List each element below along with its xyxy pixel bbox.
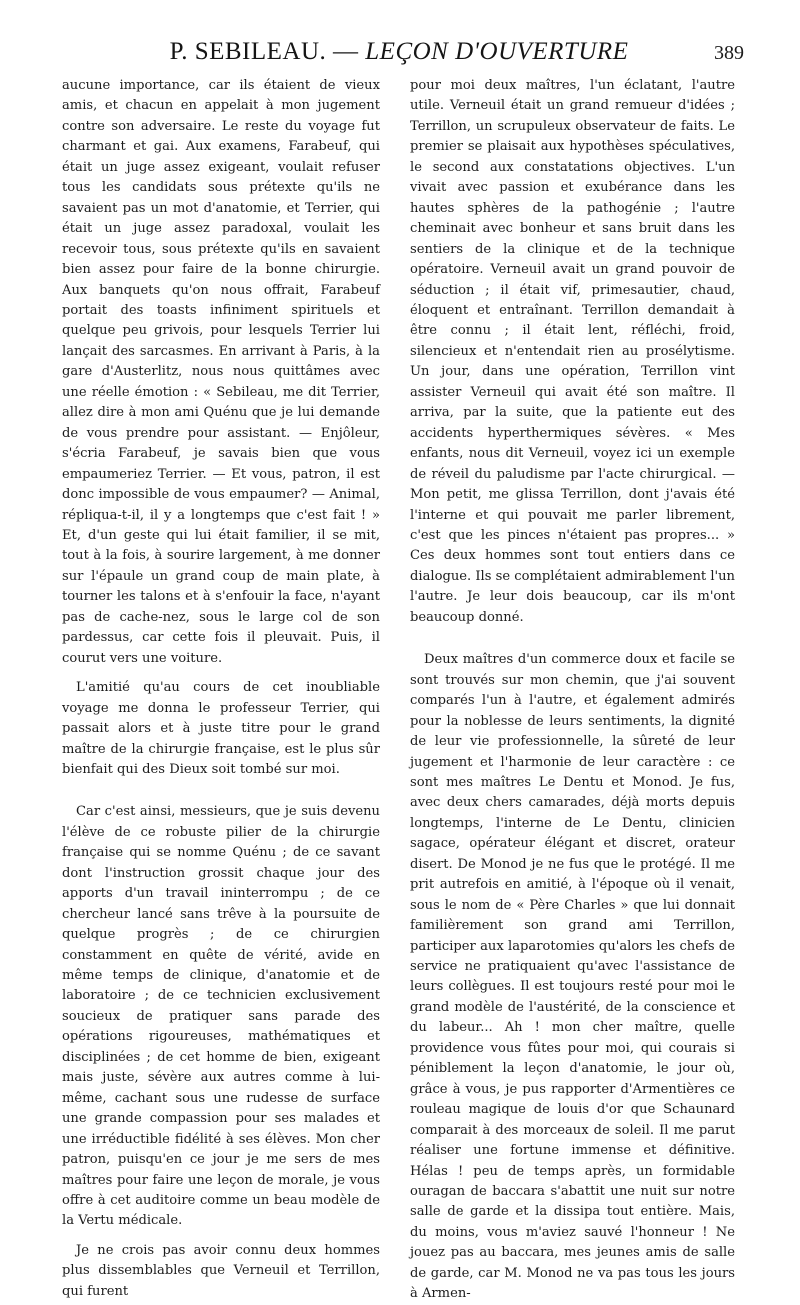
page-number: 389 (714, 42, 744, 64)
paragraph: aucune importance, car ils étaient de vieux amis, et chacun en appelait à mon jugement contre son adversaire. Le reste du voyage fut charmant et gai. Aux examens, Farabeuf, qui était un juge assez exigeant, voulait refuser tous les candidats sous prétexte qu'ils ne savaient pas un mot d'anatomie, et Terrier, qui était un juge assez paradoxal, voulait les recevoir tous, sous prétexte qu'ils en savaient bien assez pour faire de la bonne chirurgie. Aux banquets qu'on nous offrait, Farabeuf portait des toasts infiniment spirituels et quelque peu grivois, pour lesquels Terrier lui lançait des sarcasmes. En arrivant à Paris, à la gare d'Austerlitz, nous nous quittâmes avec une réelle émotion : « Sebileau, me dit Terrier, allez dire à mon ami Quénu que je lui demande de vous prendre pour assistant. — Enjôleur, s'écria Farabeuf, je savais bien que vous empaumeriez Terrier. — Et vous, patron, il est donc impossible de vous empaumer? — Animal, répliqua-t-il, il y a longtemps que c'est fait ! » Et, d'un geste qui lui était familier, il se mit, tout à la fois, à sourire largement, à me donner sur l'épaule un grand coup de main plate, à tourner les talons et à s'enfouir la face, n'ayant pas de cache-nez, sous le large col de son pardessus, car cette fois il pleuvait. Puis, il courut vers une voiture. (62, 78, 380, 666)
paragraph: pour moi deux maîtres, l'un éclatant, l'autre utile. Verneuil était un grand remueur d'idées ; Terrillon, un scrupuleux observateur de faits. Le premier se plaisait aux hypothèses spéculatives, le second aux constatations objectives. L'un vivait avec passion et exubérance dans les hautes sphères de la pathogénie ; l'autre cheminait avec bonheur et sans bruit dans les sentiers de la clinique et de la technique opératoire. Verneuil avait un grand pouvoir de séduction ; il était vif, primesautier, chaud, éloquent et entraînant. Terrillon demandait à être connu ; il était lent, réfléchi, froid, silencieux et n'entendait rien au prosélytisme. Un jour, dans une opération, Terrillon vint assister Verneuil qui avait été son maître. Il arriva, par la suite, que la patiente eut des accidents hyperthermiques sévères. « Mes enfants, nous dit Verneuil, voyez ici un exemple de réveil du paludisme par l'acte chirurgical. — Mon petit, me glissa Terrillon, dont j'avais été l'interne et qui pouvait me parler librement, c'est que les pinces n'étaient pas propres... » Ces deux hommes sont tout entiers dans ce dialogue. Ils se complétaient admirablement l'un l'autre. Je leur dois beaucoup, car ils m'ont beaucoup donné. (410, 78, 735, 625)
paragraph: L'amitié qu'au cours de cet inoubliable voyage me donna le professeur Terrier, qui passait alors et à juste titre pour le grand maître de la chirurgie française, est le plus sûr bienfait qui des Dieux soit tombé sur moi. (62, 680, 380, 777)
paragraph: Car c'est ainsi, messieurs, que je suis devenu l'élève de ce robuste pilier de la chirurgie française qui se nomme Quénu ; de ce savant dont l'instruction grossit chaque jour des apports d'un travail ininterrompu ; de ce chercheur lancé sans trêve à la poursuite de quelque progrès ; de ce chirurgien constamment en quête de vérité, avide en même temps de clinique, d'anatomie et de laboratoire ; de ce technicien exclusivement soucieux de pratiquer sans parade des opérations rigoureuses, mathématiques et disciplinées ; de cet homme de bien, exigeant mais juste, sévère aux autres comme à lui-même, cachant sous une rudesse de surface une grande compassion pour ses malades et une irréductible fidélité à ses élèves. Mon cher patron, puisqu'en ce jour je me sers de mes maîtres pour faire une leçon de morale, je vous offre à cet auditoire comme un beau modèle de la Vertu médicale. (62, 804, 380, 1229)
right-column (410, 76, 735, 1305)
title-subject: LEÇON D'OUVERTURE (365, 38, 629, 65)
left-column (62, 76, 380, 1302)
running-header (60, 38, 744, 72)
title-author: P. SEBILEAU. — (169, 38, 359, 65)
running-title (60, 38, 738, 66)
paragraph: Deux maîtres d'un commerce doux et facile se sont trouvés sur mon chemin, que j'ai souvent comparés l'un à l'autre, et également admirés pour la noblesse de leurs sentiments, la dignité de leur vie professionnelle, la sûreté de leur jugement et l'harmonie de leur caractère : ce sont mes maîtres Le Dentu et Monod. Je fus, avec deux chers camarades, déjà morts depuis longtemps, l'interne de Le Dentu, clinicien sagace, opérateur élégant et discret, orateur disert. De Monod je ne fus que le protégé. Il me prit autrefois en amitié, à l'époque où il venait, sous le nom de « Père Charles » que lui donnait familièrement son grand ami Terrillon, participer aux laparotomies qu'alors les chefs de service ne pratiquaient qu'avec l'assistance de leurs collègues. Il est toujours resté pour moi le grand modèle de l'austérité, de la conscience et du labeur... Ah ! mon cher maître, quelle providence vous fûtes pour moi, qui courais si péniblement la leçon d'anatomie, le jour où, grâce à vous, je pus rapporter d'Armentières ce rouleau magique de louis d'or que Schaunard comparait à des morceaux de soleil. Il me parut réaliser une fortune immense et définitive. Hélas ! peu de temps après, un formidable ouragan de baccara s'abattit une nuit sur notre salle de garde et la dissipa tout entière. Mais, du moins, vous m'aviez sauvé l'honneur ! Ne jouez pas au baccara, mes jeunes amis de salle de garde, car M. Monod ne va pas tous les jours à Armen- (410, 652, 735, 1302)
paragraph: Je ne crois pas avoir connu deux hommes plus dissemblables que Verneuil et Terrillon, qui furent (62, 1242, 380, 1299)
